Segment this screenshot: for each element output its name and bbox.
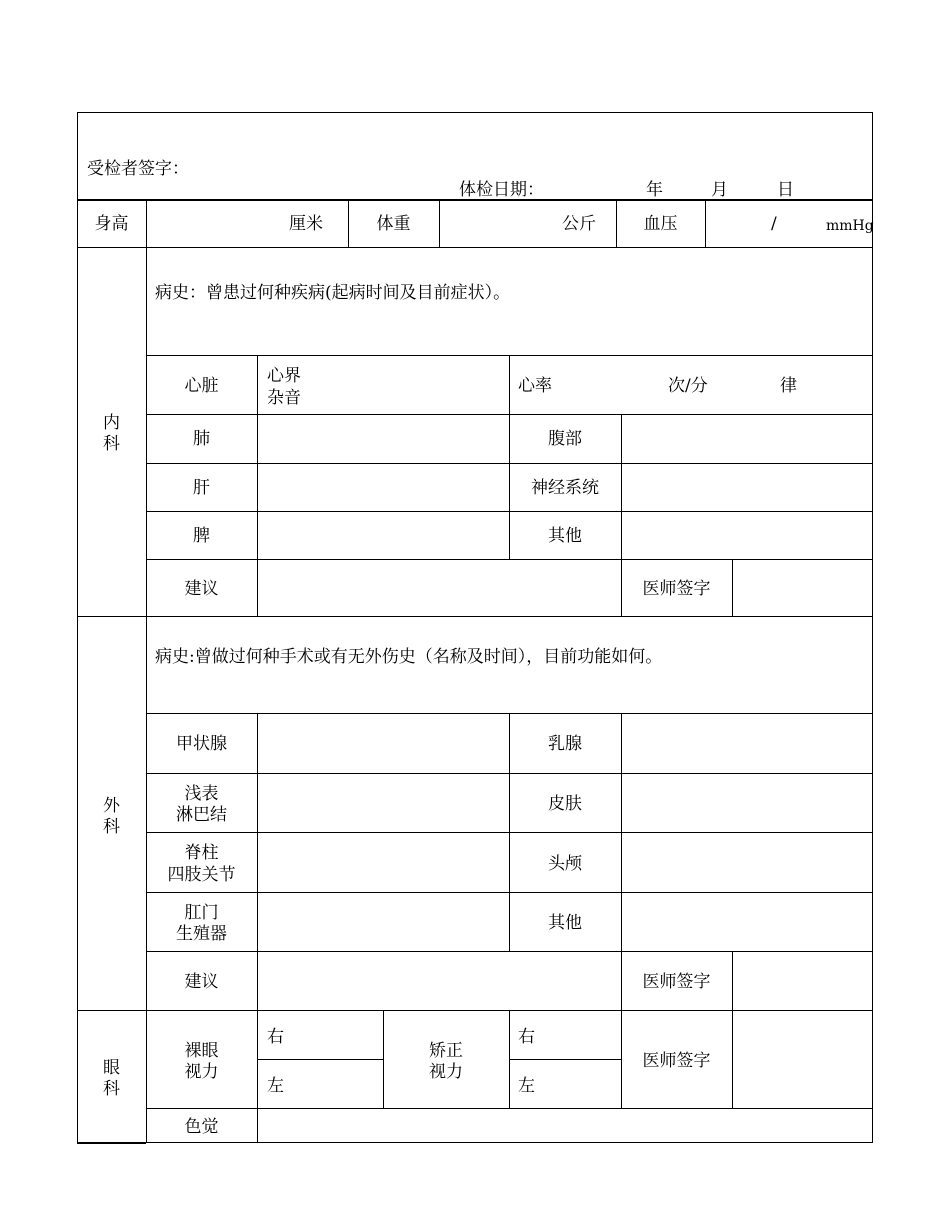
abdomen-label: 腹部 [548,429,582,449]
heart-rate-unit: 次/分 [668,376,708,396]
exam-date-month-field[interactable] [666,178,710,200]
heart-murmur-label: 杂音 [267,388,301,408]
breast-field[interactable] [624,716,870,771]
heart-label: 心脏 [184,376,219,396]
internal-section-label-2: 科 [103,434,120,454]
surgery-col-4 [732,951,733,1010]
skin-label: 皮肤 [548,794,582,814]
internal-row-4 [146,559,873,560]
surgery-section-bottom [77,1010,873,1011]
eye-naked-split [257,1059,383,1060]
naked-vision-left-field[interactable] [290,1062,380,1106]
naked-vision-label-2: 视力 [184,1062,219,1082]
vitals-divider-4 [705,200,706,247]
lung-label: 肺 [193,429,210,449]
lymph-field[interactable] [260,776,506,830]
internal-other-label: 其他 [548,526,582,546]
eye-color-row-top [146,1108,873,1109]
breast-label: 乳腺 [548,734,582,754]
nervous-system-label: 神经系统 [531,478,599,498]
heart-rate-label: 心率 [518,376,552,396]
skin-field[interactable] [624,776,870,830]
spine-label-2: 四肢关节 [167,865,236,885]
examinee-signature-label: 受检者签字： [87,159,189,179]
color-vision-field[interactable] [260,1111,870,1140]
heart-rate-field[interactable] [560,360,660,410]
internal-other-field[interactable] [624,514,870,557]
naked-vision-left-label: 左 [267,1076,284,1096]
abdomen-field[interactable] [624,417,870,461]
eye-col-1 [257,1010,258,1142]
section-label-column [146,200,147,1142]
vitals-divider-2 [439,200,440,247]
weight-label: 体重 [376,214,411,234]
liver-field[interactable] [260,466,506,509]
surgery-col-1 [257,713,258,1010]
eye-col-5 [732,1010,733,1108]
nervous-system-field[interactable] [624,466,870,509]
internal-history-field[interactable] [150,306,868,352]
eye-corrected-split [509,1059,621,1060]
corrected-vision-label-1: 矫正 [429,1041,463,1061]
lung-field[interactable] [260,417,506,461]
eye-section-label-1: 眼 [103,1058,120,1078]
spine-label-1: 脊柱 [184,843,219,863]
eye-section-label-2: 科 [103,1079,120,1099]
height-field[interactable] [150,203,280,245]
surgery-section-label-1: 外 [103,796,120,816]
lymph-label-1: 浅表 [184,784,219,804]
spleen-label: 脾 [193,526,210,546]
weight-unit: 公斤 [562,214,596,234]
naked-vision-label-1: 裸眼 [184,1041,219,1061]
surgery-col-3 [621,713,622,1010]
surgery-other-field[interactable] [624,895,870,949]
thyroid-field[interactable] [260,716,506,771]
heart-field[interactable] [310,360,505,410]
bp-label: 血压 [643,214,678,234]
corrected-vision-right-label: 右 [518,1027,535,1047]
internal-section-bottom [77,616,873,617]
border-bottom [146,1142,873,1143]
spleen-field[interactable] [260,514,506,557]
surgery-doctor-signature-field[interactable] [735,954,870,1008]
exam-date-year-field[interactable] [548,178,643,200]
internal-col-1 [257,355,258,616]
corrected-vision-left-label: 左 [518,1076,535,1096]
head-label: 头颅 [548,854,582,874]
anus-field[interactable] [260,895,506,949]
surgery-section-label-2: 科 [103,817,120,837]
liver-label: 肝 [193,478,210,498]
eye-doctor-signature-label: 医师签字 [642,1051,711,1071]
corrected-vision-left-field[interactable] [541,1062,618,1106]
surgery-other-label: 其他 [548,913,582,933]
corrected-vision-right-field[interactable] [541,1013,618,1057]
lymph-label-2: 淋巴结 [176,805,227,825]
color-vision-label: 色觉 [184,1117,219,1137]
spine-field[interactable] [260,835,506,890]
internal-col-4 [732,559,733,616]
naked-vision-right-label: 右 [267,1027,284,1047]
internal-advice-label: 建议 [184,579,219,599]
bp-diastolic-field[interactable] [782,203,822,245]
naked-vision-right-field[interactable] [290,1013,380,1057]
surgery-doctor-signature-label: 医师签字 [642,972,711,992]
surgery-history-field[interactable] [150,670,868,710]
internal-history-label: 病史：曾患过何种疾病(起病时间及目前症状）。 [155,283,511,303]
heart-border-label: 心界 [267,366,301,386]
height-label: 身高 [94,214,129,234]
surgery-advice-field[interactable] [260,954,618,1008]
bp-unit: mmHg [826,218,874,234]
height-unit: 厘米 [289,214,323,234]
corrected-vision-label-2: 视力 [429,1062,463,1082]
border-top [77,112,873,113]
bp-separator: / [771,214,777,234]
exam-date-day: 日 [777,180,794,200]
border-right [872,112,873,1143]
exam-date-label: 体检日期： [459,180,544,200]
surgery-advice-label: 建议 [184,972,219,992]
exam-date-year: 年 [646,180,663,200]
eye-doctor-signature-field[interactable] [735,1013,870,1106]
exam-date-month: 月 [711,180,728,200]
border-left [77,112,78,1143]
examinee-signature-field[interactable] [195,156,435,182]
thyroid-label: 甲状腺 [176,734,227,754]
surgery-row-4 [146,951,873,952]
border-bottom-left [77,1142,146,1144]
vitals-bottom [77,247,873,248]
internal-doctor-signature-label: 医师签字 [642,579,711,599]
anus-label-1: 肛门 [184,903,219,923]
head-field[interactable] [624,835,870,890]
exam-date-day-field[interactable] [730,178,775,200]
internal-advice-field[interactable] [260,562,618,614]
internal-doctor-signature-field[interactable] [735,562,870,614]
rhythm-label: 律 [780,376,797,396]
anus-label-2: 生殖器 [176,924,227,944]
surgery-history-label: 病史:曾做过何种手术或有无外伤史（名称及时间），目前功能如何。 [155,647,663,667]
internal-section-label-1: 内 [103,413,120,433]
bp-systolic-field[interactable] [710,203,765,245]
weight-field[interactable] [443,203,553,245]
